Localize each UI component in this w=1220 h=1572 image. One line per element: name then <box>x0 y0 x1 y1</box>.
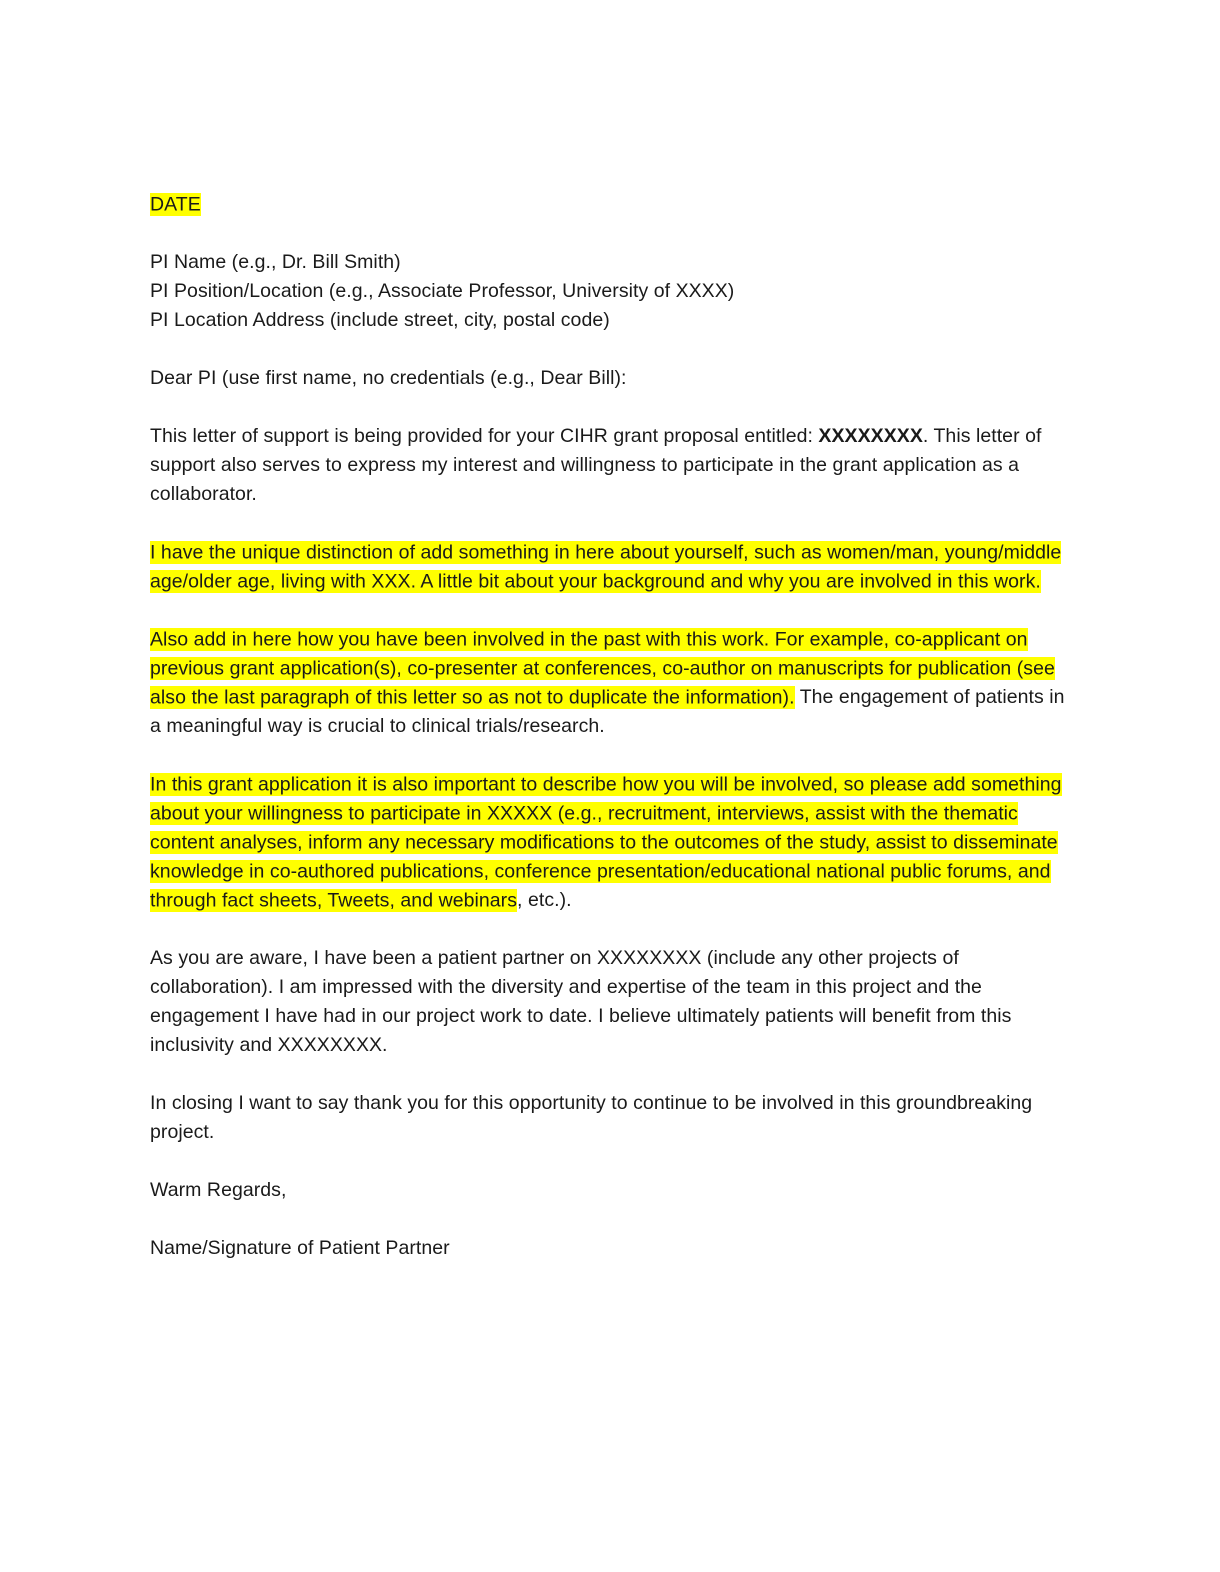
date-placeholder: DATE <box>150 193 201 215</box>
past-involvement-plain: The engagement of patients in a meaningful way is crucial to clinical trials/research. <box>150 686 1065 737</box>
letter-body <box>150 190 1070 1263</box>
paragraph-intro <box>150 422 1070 509</box>
paragraph-about-yourself <box>150 538 1070 596</box>
recipient-line-name: PI Name (e.g., Dr. Bill Smith) <box>150 251 401 273</box>
date-line <box>150 190 1070 219</box>
spacer <box>150 219 1070 248</box>
spacer <box>150 915 1070 944</box>
grant-title-placeholder: XXXXXXXX <box>818 425 923 447</box>
paragraph-closing-thanks: In closing I want to say thank you for this opportunity to continue to be involved in this groundbreaking project. <box>150 1092 1033 1143</box>
closing-salutation: Warm Regards, <box>150 1179 287 1201</box>
paragraph-describe-involvement <box>150 770 1070 915</box>
spacer <box>150 1060 1070 1089</box>
paragraph-past-involvement <box>150 625 1070 741</box>
signature-line: Name/Signature of Patient Partner <box>150 1237 450 1259</box>
recipient-line-address: PI Location Address (include street, city, postal code) <box>150 309 610 331</box>
past-involvement-highlight: Also add in here how you have been involved in the past with this work. For example, co-applicant on previous grant application(s), co-presenter at conferences, co-author on manuscripts for publication (see also the last paragraph of this letter so as not to duplicate the information). <box>150 628 1055 708</box>
spacer <box>150 1147 1070 1176</box>
spacer <box>150 335 1070 364</box>
describe-involvement-highlight-b: in co-authored publications, conference presentation/educational national public forums, <box>243 860 1013 882</box>
recipient-line-position: PI Position/Location (e.g., Associate Professor, University of XXXX) <box>150 280 735 302</box>
spacer <box>150 741 1070 770</box>
recipient-block <box>150 248 1070 335</box>
describe-involvement-highlight-a: In this grant application it is also important to describe how you will be involved, so please add something about your willingness to participate in XXXXX (e.g., recruitment, interviews, assist with the thematic content analyses, inform any necessary modifications to the outcomes of the study, assist to disseminate knowledge <box>150 773 1062 882</box>
describe-involvement-highlight-d: fact sheets, Tweets, and webinars <box>216 889 518 911</box>
intro-text-b: . This letter of support also serves to express my interest and willingness to participate in the grant application as a collaborator. <box>150 425 1042 505</box>
spacer <box>150 596 1070 625</box>
about-yourself-highlight: I have the unique distinction of add something in here about yourself, such as women/man, young/middle age/older age, living with XXX. A little bit about your background and why you are involved in this work. <box>150 541 1062 592</box>
spacer <box>150 1205 1070 1234</box>
salutation: Dear PI (use first name, no credentials (e.g., Dear Bill): <box>150 367 627 389</box>
describe-involvement-plain-tail: , etc.). <box>517 889 572 911</box>
spacer <box>150 393 1070 422</box>
describe-involvement-highlight-c: and through <box>150 860 1051 911</box>
intro-text-a: This letter of support is being provided for your CIHR grant proposal entitled: <box>150 425 819 447</box>
paragraph-patient-partner: As you are aware, I have been a patient partner on XXXXXXXX (include any other projects of collaboration). I am impressed with the diversity and expertise of the team in this project and the engagement I have had in our project work to date. I believe ultimately patients will benefit from this inclusivity and XXXXXXXX. <box>150 947 1012 1056</box>
spacer <box>150 509 1070 538</box>
